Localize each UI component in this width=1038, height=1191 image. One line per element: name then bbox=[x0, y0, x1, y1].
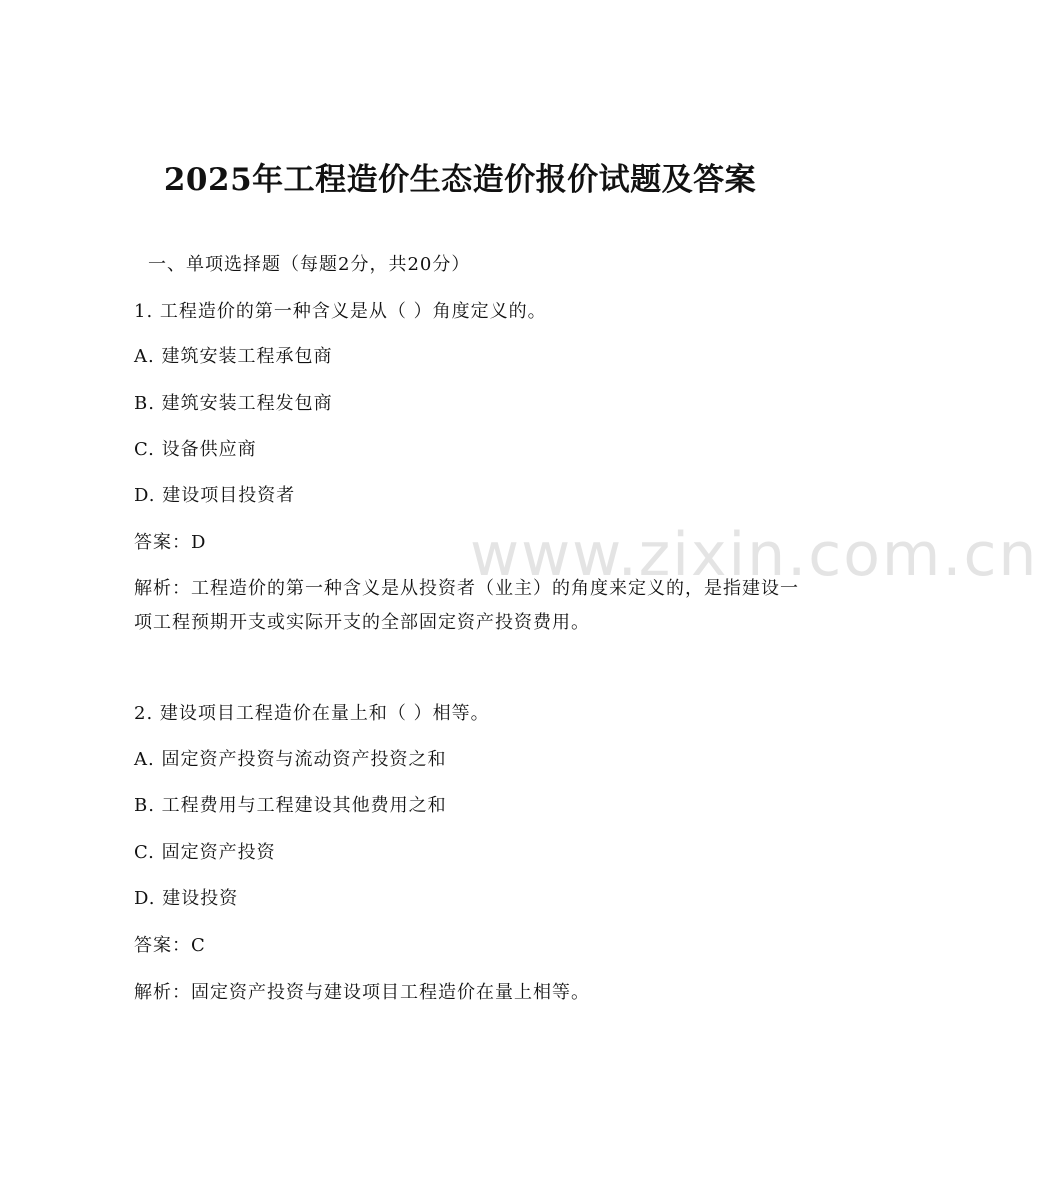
question-1-option-d: D. 建设项目投资者 bbox=[134, 485, 296, 506]
question-1-answer: 答案：D bbox=[134, 532, 207, 553]
question-2-explanation: 解析：固定资产投资与建设项目工程造价在量上相等。 bbox=[134, 982, 590, 1003]
question-2-answer: 答案：C bbox=[134, 935, 206, 956]
section-heading: 一、单项选择题（每题2分，共20分） bbox=[148, 254, 471, 275]
question-2-option-a: A. 固定资产投资与流动资产投资之和 bbox=[134, 749, 447, 770]
question-1-option-c: C. 设备供应商 bbox=[134, 439, 257, 460]
question-2-option-b: B. 工程费用与工程建设其他费用之和 bbox=[134, 795, 447, 816]
question-1-option-b: B. 建筑安装工程发包商 bbox=[134, 393, 333, 414]
question-2-option-d: D. 建设投资 bbox=[134, 888, 239, 909]
question-2-stem: 2. 建设项目工程造价在量上和（ ）相等。 bbox=[134, 703, 490, 724]
document-title: 2025年工程造价生态造价报价试题及答案 bbox=[163, 162, 757, 198]
question-1-explanation: 解析：工程造价的第一种含义是从投资者（业主）的角度来定义的，是指建设一项工程预期开支或实际开支的全部固定资产投资费用。 bbox=[134, 578, 799, 633]
question-1-option-a: A. 建筑安装工程承包商 bbox=[134, 346, 333, 367]
watermark: www.zixin.com.cn bbox=[470, 520, 1038, 590]
question-2-option-c: C. 固定资产投资 bbox=[134, 842, 276, 863]
question-1-stem: 1. 工程造价的第一种含义是从（ ）角度定义的。 bbox=[134, 301, 547, 322]
